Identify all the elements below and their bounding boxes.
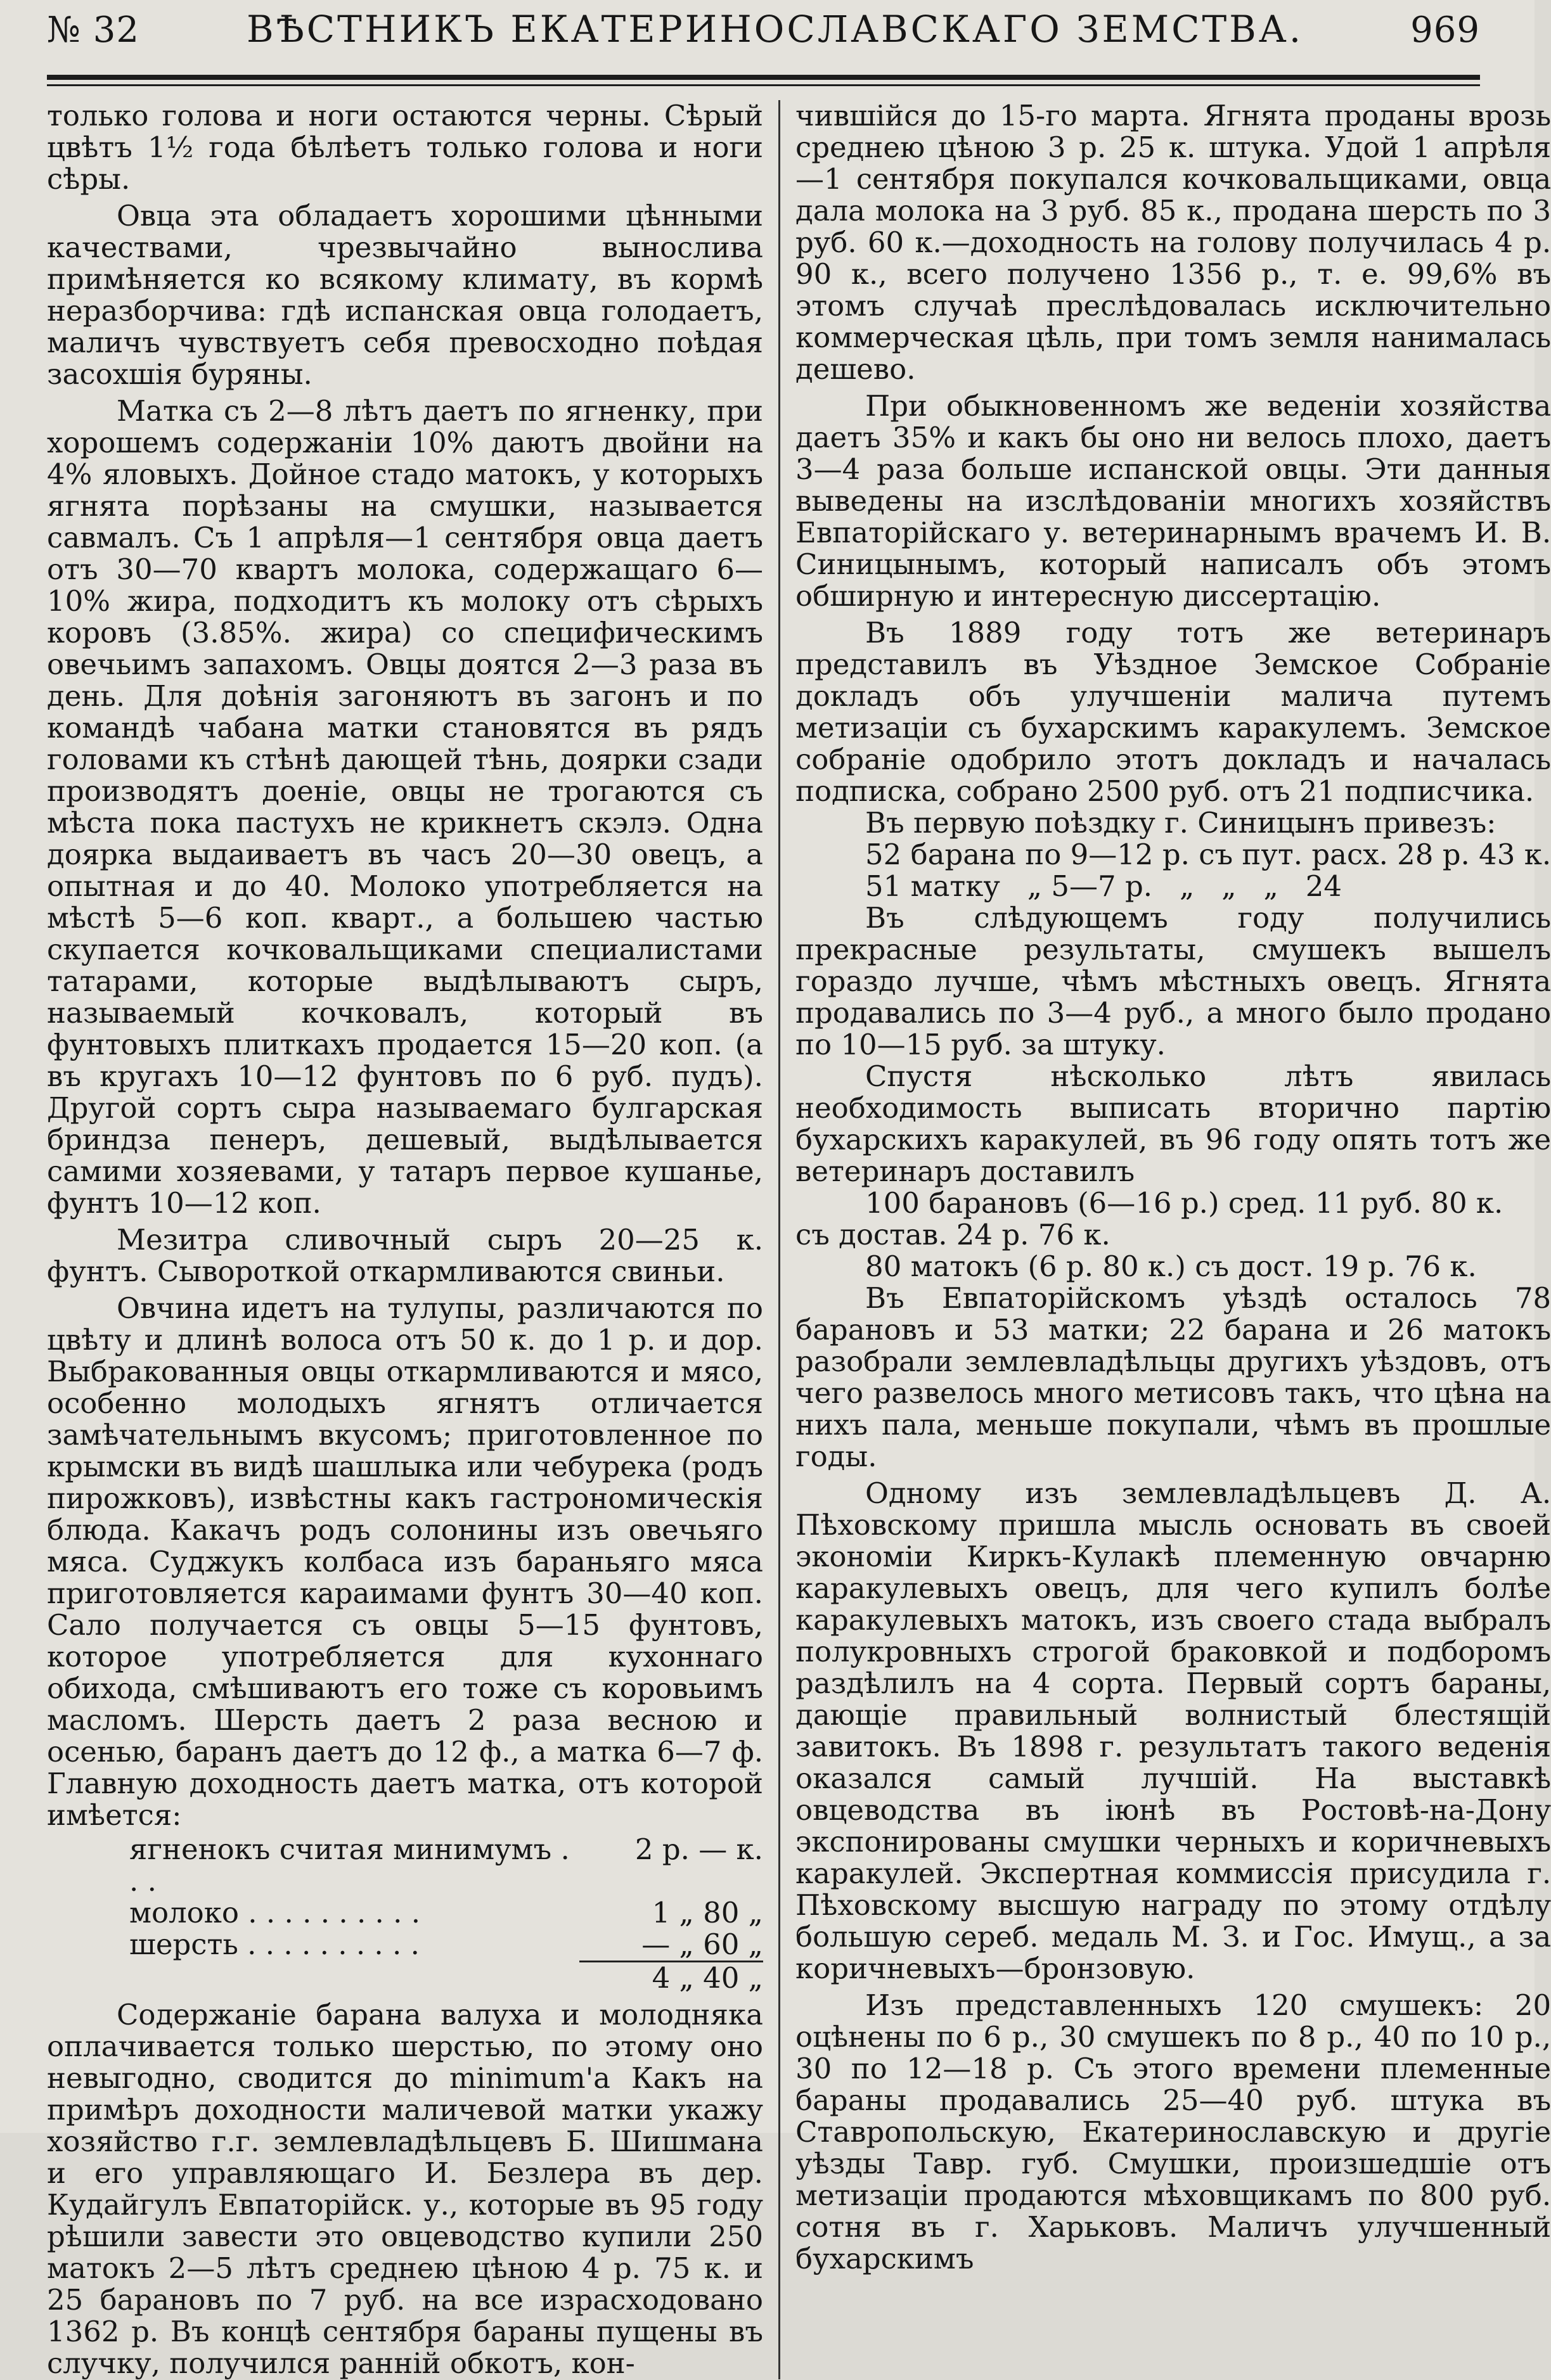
paragraph: Матка съ 2—8 лѣтъ даетъ по ягненку, при хорошемъ содержаніи 10% даютъ двойни на 4% яловыхъ. Дойное стадо матокъ, у которыхъ ягнята порѣзаны на смушки, называется савмалъ. Съ 1 апрѣля—1 сентября овца даетъ отъ 30—70 квартъ молока, содержащаго 6—10% жира, подходитъ къ молоку отъ сѣрыхъ коровъ (3.85%. жира) со специфическимъ овечьимъ запахомъ. Овцы доятся 2—3 раза въ день. Для доѣнія загоняютъ въ загонъ и по командѣ чабана матки становятся въ рядъ головами къ стѣнѣ дающей тѣнь, доярки сзади производятъ доеніе, овцы не трогаются съ мѣста пока пастухъ не крикнетъ скэлэ. Одна доярка выдаиваетъ въ часъ 20—30 овецъ, а опытная и до 40. Молоко употребляется на мѣстѣ 5—6 коп. кварт., а большею частью скупается кочковальщиками специалистами татарами, которые выдѣлываютъ сыръ, называемый кочковалъ, который въ фунтовыхъ плиткахъ продается 15—20 коп. (а въ кругахъ 10—12 фунтовъ по 6 руб. пудъ). Другой сортъ сыра называемаго булгарская бриндза пенеръ, дешевый, выдѣлывается самими хозяевами, у татаръ первое кушанье, фунтъ 10—12 коп. [47, 394, 763, 1220]
row-label: молоко . . . . . . . . . . [129, 1896, 421, 1929]
paragraph: Овца эта обладаетъ хорошими цѣнными качествами, чрезвычайно вынослива примѣняется ко всякому климату, въ кормѣ неразборчива: гдѣ испанская овца голодаетъ, маличъ чувствуетъ себя превосходно поѣдая засохшія буряны. [47, 199, 763, 391]
list-item: съ достав. 24 р. 76 к. [795, 1218, 1110, 1251]
income-table [129, 1834, 763, 1994]
row-value: — „ 60 „ [579, 1929, 763, 1962]
issue-number: № 32 [47, 10, 140, 51]
paragraph: При обыкновенномъ же веденіи хозяйства даетъ 35% и какъ бы оно ни велось плохо, даетъ 3—4 раза больше испанской овцы. Эти данныя выведены на изслѣдованіи многихъ хозяйствъ Евпаторійскаго у. ветеринарнымъ врачемъ И. В. Синицынымъ, который написалъ объ этомъ обширную и интересную диссертацію. [795, 389, 1551, 613]
list-item: 100 барановъ (6—16 р.) сред. 11 руб. 80 к. [865, 1186, 1503, 1220]
right-column [780, 100, 1551, 2379]
table-row [129, 1834, 763, 1897]
row-label: ягненокъ считая минимумъ . . . [129, 1833, 570, 1898]
row-value: 2 р. — к. [634, 1833, 763, 1866]
table-row [129, 1897, 763, 1929]
paragraph: Въ Евпаторійскомъ уѣздѣ осталось 78 барановъ и 53 матки; 22 барана и 26 матокъ разобрали землевладѣльцы другихъ уѣздовъ, отъ чего развелось много метисовъ такъ, что цѣна на нихъ пала, меньше покупали, чѣмъ въ прошлые годы. [795, 1281, 1551, 1473]
row-label: шерсть . . . . . . . . . . [129, 1928, 420, 1961]
list-item: 52 барана по 9—12 р. съ пут. расх. 28 р. 43 к. [865, 838, 1551, 871]
paragraph: Въ 1889 году тотъ же ветеринаръ представилъ въ Уѣздное Земское Собраніе докладъ объ улучшеніи малича путемъ метизаціи съ бухарскимъ каракулемъ. Земское собраніе одобрило этотъ докладъ и началась подписка, собрано 2500 руб. отъ 21 подписчика. [795, 616, 1551, 808]
paragraph: Одному изъ землевладѣльцевъ Д. А. Пѣховскому пришла мысль основать въ своей экономіи Киркъ-Кулакѣ племенную овчарню каракулевыхъ овецъ, для чего купилъ болѣе каракулевыхъ матокъ, изъ своего стада выбралъ полукровныхъ строгой браковкой и подборомъ раздѣлилъ на 4 сорта. Первый сортъ бараны, дающіе правильный волнистый блестящій завитокъ. Въ 1898 г. результатъ такого веденія оказался самый лучшій. На выставкѣ овцеводства въ іюнѣ въ Ростовѣ-на-Дону экспонированы смушки черныхъ и коричневыхъ каракулей. Экспертная коммиссія присудила г. Пѣховскому высшую награду по этому отдѣлу большую сереб. медаль М. З. и Гос. Имущ., а за коричневыхъ—бронзовую. [795, 1476, 1551, 1985]
header-rule-thick [47, 75, 1480, 80]
row-value: 1 „ 80 „ [652, 1896, 763, 1929]
masthead [47, 8, 1480, 68]
paragraph: только голова и ноги остаются черны. Сѣрый цвѣтъ 1½ года бѣлѣетъ только голова и ноги сѣры. [47, 99, 763, 196]
table-row [129, 1929, 763, 1962]
header-rule-thin [47, 84, 1480, 86]
page-number: 969 [1410, 10, 1480, 51]
list-item: 80 матокъ (6 р. 80 к.) съ дост. 19 р. 76 к. [865, 1250, 1477, 1283]
paragraph: Спустя нѣсколько лѣтъ явилась необходимость выписать вторично партію бухарскихъ каракулей, въ 96 году опять тотъ же ветеринаръ доставилъ [795, 1059, 1551, 1188]
paragraph: Изъ представленныхъ 120 смушекъ: 20 оцѣнены по 6 р., 30 смушекъ по 8 р., 40 по 10 р., 30 по 12—18 р. Съ этого времени племенные бараны продавались 25—40 руб. штука въ Ставропольскую, Екатеринославскую и другіе уѣзды Тавр. губ. Смушки, произшедшіе отъ метизаціи продаются мѣховщикамъ по 800 руб. сотня въ г. Харьковъ. Маличъ улучшенный бухарскимъ [795, 1988, 1551, 2275]
paragraph: Въ первую поѣздку г. Синицынъ привезъ: [865, 806, 1496, 840]
paragraph: Содержаніе барана валуха и молодняка оплачивается только шерстью, по этому оно невыгодно, сводится до minimum'а Какъ на примѣръ доходности маличевой матки укажу хозяйство г.г. землевладѣльцевъ Б. Шишмана и его управляющаго И. Безлера въ дер. Кудайгулъ Евпаторійск. у., которые въ 95 году рѣшили завести это овцеводство купили 250 матокъ 2—5 лѣтъ среднею цѣною 4 р. 75 к. и 25 барановъ по 7 руб. на все израсходовано 1362 р. Въ концѣ сентября бараны пущены въ случку, получился ранній обкотъ, кон- [47, 1998, 763, 2380]
journal-title: ВѢСТНИКЪ ЕКАТЕРИНОСЛАВСКАГО ЗЕМСТВА. [247, 8, 1304, 51]
text-columns [47, 99, 1551, 2380]
list-item: 51 матку „ 5—7 р. „ „ „ 24 [865, 869, 1342, 903]
left-column [47, 100, 780, 2379]
purchase-list-2 [795, 1187, 1551, 1283]
purchase-list-1 [795, 839, 1551, 902]
table-total: 4 „ 40 „ [652, 1961, 763, 1995]
paragraph: Мезитра сливочный сыръ 20—25 к. фунтъ. Сывороткой откармливаются свиньи. [47, 1223, 763, 1288]
paragraph: Овчина идетъ на тулупы, различаются по цвѣту и длинѣ волоса отъ 50 к. до 1 р. и дор. Выбракованныя овцы откармливаются и мясо, особенно молодыхъ ягнятъ отличается замѣчательнымъ вкусомъ; приготовленное по крымски въ видѣ шашлыка или чебурека (родъ пирожковъ), извѣстны какъ гастрономическія блюда. Какачъ родъ солонины изъ овечьяго мяса. Суджукъ колбаса изъ бараньяго мяса приготовляется караимами фунтъ 30—40 коп. Сало получается съ овцы 5—15 фунтовъ, которое употребляется для кухоннаго обихода, смѣшиваютъ его тоже съ коровьимъ масломъ. Шерсть даетъ 2 раза весною и осенью, баранъ даетъ до 12 ф., а матка 6—7 ф. Главную доходность даетъ матка, отъ которой имѣется: [47, 1291, 763, 1832]
paragraph: чившійся до 15-го марта. Ягнята проданы врозь среднею цѣною 3 р. 25 к. штука. Удой 1 апрѣля —1 сентября покупался кочковальщиками, овца дала молока на 3 руб. 85 к., продана шерсть по 3 руб. 60 к.—доходность на голову получилась 4 р. 90 к., всего получено 1356 р., т. е. 99,6% въ этомъ случаѣ преслѣдовалась исключительно коммерческая цѣль, при томъ земля нанималась дешево. [795, 99, 1551, 386]
paragraph: Въ слѣдующемъ году получились прекрасные результаты, смушекъ вышелъ гораздо лучше, чѣмъ мѣстныхъ овецъ. Ягнята продавались по 3—4 руб., а много было продано по 10—15 руб. за штуку. [795, 901, 1551, 1061]
